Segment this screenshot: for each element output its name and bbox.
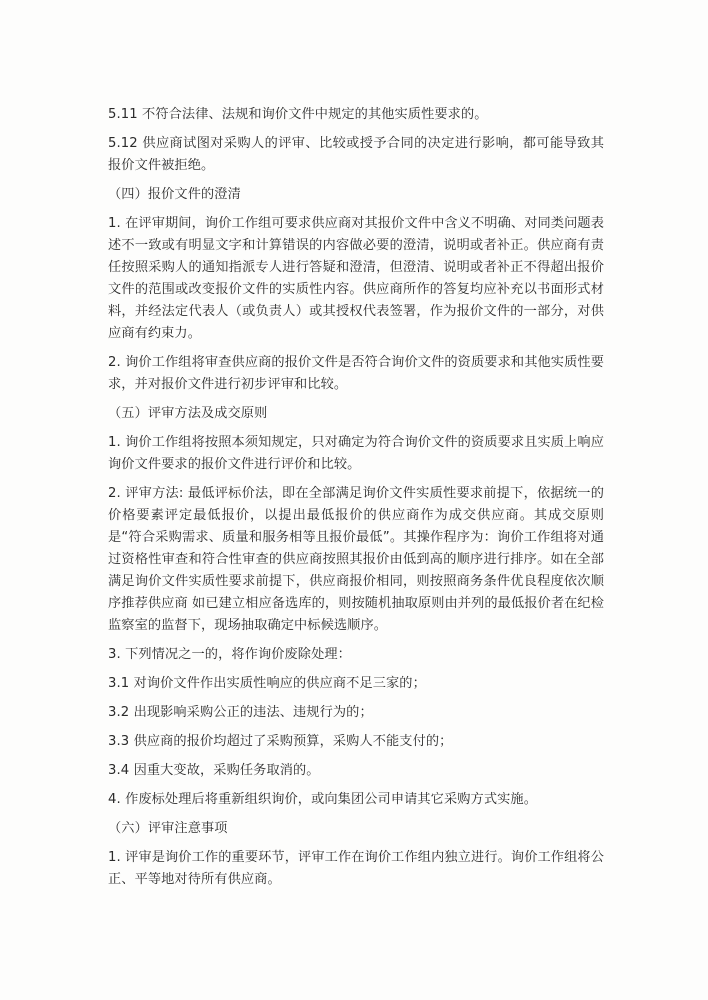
document-body: [108, 104, 604, 898]
evaluation-item-3-1: 3.1 对询价文件作出实质性响应的供应商不足三家的；: [108, 676, 426, 691]
evaluation-item-3-3: 3.3 供应商的报价均超过了采购预算，采购人不能支付的；: [108, 734, 453, 749]
evaluation-item-4: 4. 作废标处理后将重新组织询价，或向集团公司申请其它采购方式实施。: [108, 792, 537, 807]
section-heading-clarification: （四）报价文件的澄清: [108, 187, 241, 202]
evaluation-item-2: 2. 评审方法: 最低评标价法，即在全部满足询价文件实质性要求前提下，依据统一的价格要素评定最低报价，以提出最低报价的供应商作为成交供应商。其成交原则是“符合采购需求、质量和服务相等且报价最低”。其操作程序为：询价工作组将对通过资格性审查和符合性审查的供应商按照其报价由低到高的顺序进行排序。如在全部满足询价文件实质性要求前提下，供应商报价相同，则按照商务条件优良程度依次顺序推荐供应商 如已建立相应备选库的，则按随机抽取原则由并列的最低报价者在纪检监察室的监督下，现场抽取确定中标候选顺序。: [108, 486, 604, 633]
clause-5-11: 5.11 不符合法律、法规和询价文件中规定的其他实质性要求的。: [108, 107, 488, 122]
clause-5-12: 5.12 供应商试图对采购人的评审、比较或授予合同的决定进行影响，都可能导致其报价文件被拒绝。: [108, 136, 604, 173]
notes-item-1: 1. 评审是询价工作的重要环节，评审工作在询价工作组内独立进行。询价工作组将公正、平等地对待所有供应商。: [108, 850, 604, 887]
evaluation-item-3-4: 3.4 因重大变故，采购任务取消的。: [108, 763, 320, 778]
section-heading-evaluation: （五）评审方法及成交原则: [108, 406, 268, 421]
evaluation-item-3-2: 3.2 出现影响采购公正的违法、违规行为的；: [108, 705, 373, 720]
clarification-item-1: 1. 在评审期间，询价工作组可要求供应商对其报价文件中含义不明确、对同类问题表述不一致或有明显文字和计算错误的内容做必要的澄清，说明或者补正。供应商有责任按照采购人的通知指派专人进行答疑和澄清，但澄清、说明或者补正不得超出报价文件的范围或改变报价文件的实质性内容。供应商所作的答复均应补充以书面形式材料，并经法定代表人（或负责人）或其授权代表签署，作为报价文件的一部分，对供应商有约束力。: [108, 216, 604, 341]
section-heading-notes: （六）评审注意事项: [108, 821, 228, 836]
clarification-item-2: 2. 询价工作组将审查供应商的报价文件是否符合询价文件的资质要求和其他实质性要求，并对报价文件进行初步评审和比较。: [108, 355, 604, 392]
evaluation-item-1: 1. 询价工作组将按照本须知规定，只对确定为符合询价文件的资质要求且实质上响应询价文件要求的报价文件进行评价和比较。: [108, 435, 604, 472]
evaluation-item-3: 3. 下列情况之一的，将作询价废除处理：: [108, 647, 351, 662]
